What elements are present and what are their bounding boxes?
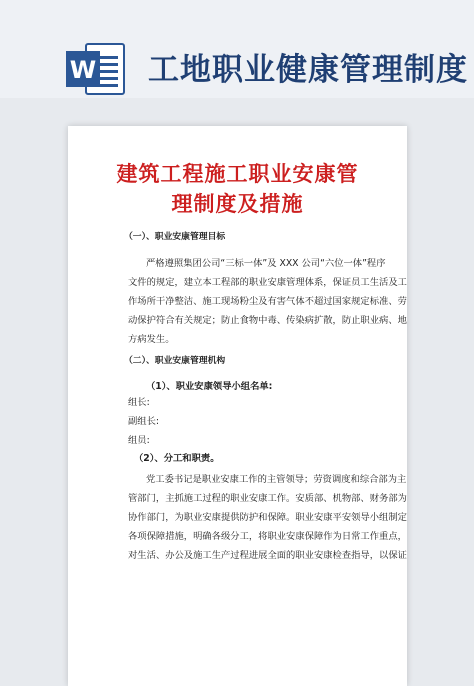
paragraph-line: 管部门，主抓施工过程的职业安康工作。安质部、机物部、财务部为 bbox=[128, 493, 407, 504]
subheading-leadership-group: （1）、职业安康领导小组名单: bbox=[146, 381, 273, 392]
paragraph-line: 对生活、办公及施工生产过程进展全面的职业安康检查指导，以保证 bbox=[128, 550, 407, 561]
paragraph-line: 协作部门，为职业安康提供防护和保障。职业安康平安领导小组制定 bbox=[128, 512, 407, 523]
paragraph-line: 各项保障措施，明确各级分工，将职业安康保障作为日常工作重点， bbox=[128, 531, 407, 542]
section-heading-goals: （一）、职业安康管理目标 bbox=[124, 232, 226, 242]
subheading-duties: （2）、分工和职责。 bbox=[134, 453, 220, 464]
word-document-icon bbox=[64, 40, 128, 98]
field-group-leader: 组长: bbox=[128, 397, 150, 408]
svg-text:W: W bbox=[69, 56, 97, 84]
document-title-line-2: 理制度及措施 bbox=[171, 191, 304, 216]
paragraph-line: 文件的规定，建立本工程部的职业安康管理体系，保证员工生活及工 bbox=[128, 277, 407, 288]
document-page bbox=[68, 126, 407, 686]
paragraph-line: 作场所干净整洁、施工现场粉尘及有害气体不超过国家规定标准、劳 bbox=[128, 296, 407, 307]
paragraph-line: 方病发生。 bbox=[128, 334, 175, 345]
field-deputy-leader: 副组长: bbox=[128, 416, 160, 427]
field-members: 组员: bbox=[128, 435, 150, 446]
paragraph-line: 动保护符合有关规定；防止食物中毒、传染病扩散，防止职业病、地 bbox=[128, 315, 407, 326]
paragraph-line: 党工委书记是职业安康工作的主管领导；劳资调度和综合部为主 bbox=[146, 474, 407, 485]
page-heading: 工地职业健康管理制度 bbox=[148, 52, 468, 88]
paragraph-line: 严格遵照集团公司“三标一体”及 XXX 公司“六位一体”程序 bbox=[146, 258, 386, 269]
document-title-line-1: 建筑工程施工职业安康管 bbox=[116, 161, 359, 186]
header-banner bbox=[0, 0, 474, 98]
section-heading-organization: （二）、职业安康管理机构 bbox=[124, 356, 226, 366]
